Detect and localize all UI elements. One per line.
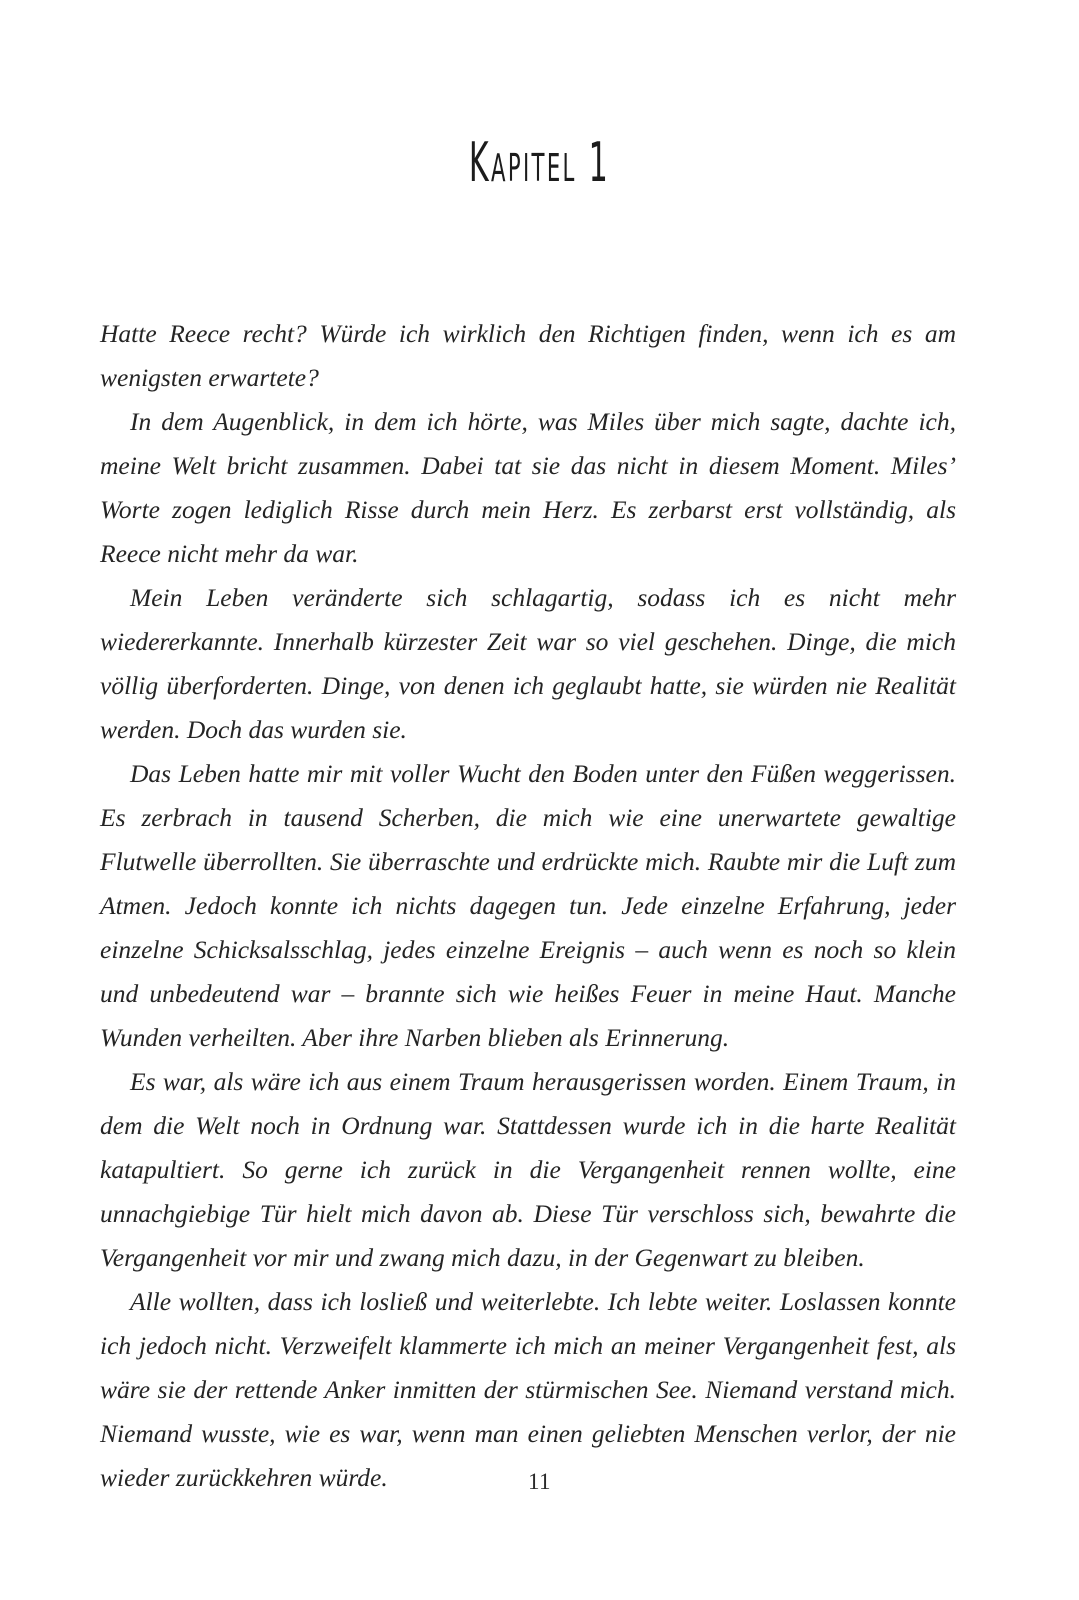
chapter-heading: Kapitel 1	[468, 131, 611, 195]
paragraph: Alle wollten, dass ich losließ und weiterlebte. Ich lebte weiter. Loslassen konnte ich jedoch nicht. Verzweifelt klammerte ich mich an meiner Vergangenheit fest, als wäre sie der rettende Anker inmitten der stürmischen See. Niemand verstand mich. Niemand wusste, wie es war, wenn man einen geliebten Menschen verlor, der nie wieder zurückkehren würde.	[100, 1287, 956, 1492]
page-number: 11	[527, 1469, 552, 1494]
paragraph: Es war, als wäre ich aus einem Traum herausgerissen worden. Einem Traum, in dem die Welt noch in Ordnung war. Stattdessen wurde ich in die harte Realität katapultiert. So gerne ich zurück in die Vergangenheit rennen wollte, eine unnachgiebige Tür hielt mich davon ab. Diese Tür verschloss sich, bewahrte die Vergangenheit vor mir und zwang mich dazu, in der Gegenwart zu bleiben.	[100, 1067, 956, 1272]
paragraph: Das Leben hatte mir mit voller Wucht den Boden unter den Füßen weggerissen. Es zerbrach in tausend Scherben, die mich wie eine unerwartete gewaltige Flutwelle überrollten. Sie überraschte und erdrückte mich. Raubte mir die Luft zum Atmen. Jedoch konnte ich nichts dagegen tun. Jede einzelne Erfahrung, jeder einzelne Schicksalsschlag, jedes einzelne Ereignis – auch wenn es noch so klein und unbedeutend war – brannte sich wie heißes Feuer in meine Haut. Manche Wunden verheilten. Aber ihre Narben blieben als Erinnerung.	[100, 759, 956, 1052]
paragraph: In dem Augenblick, in dem ich hörte, was Miles über mich sagte, dachte ich, meine Welt bricht zusammen. Dabei tat sie das nicht in diesem Moment. Miles’ Worte zogen lediglich Risse durch mein Herz. Es zerbarst erst vollständig, als Reece nicht mehr da war.	[100, 407, 956, 568]
paragraph: Mein Leben veränderte sich schlagartig, sodass ich es nicht mehr wiedererkannte. Innerhalb kürzester Zeit war so viel geschehen. Dinge, die mich völlig überforderten. Dinge, von denen ich geglaubt hatte, sie würden nie Realität werden. Doch das wurden sie.	[100, 583, 956, 744]
paragraph: Hatte Reece recht? Würde ich wirklich den Richtigen finden, wenn ich es am wenigsten erwartete?	[100, 319, 956, 392]
body-text	[100, 312, 956, 1500]
